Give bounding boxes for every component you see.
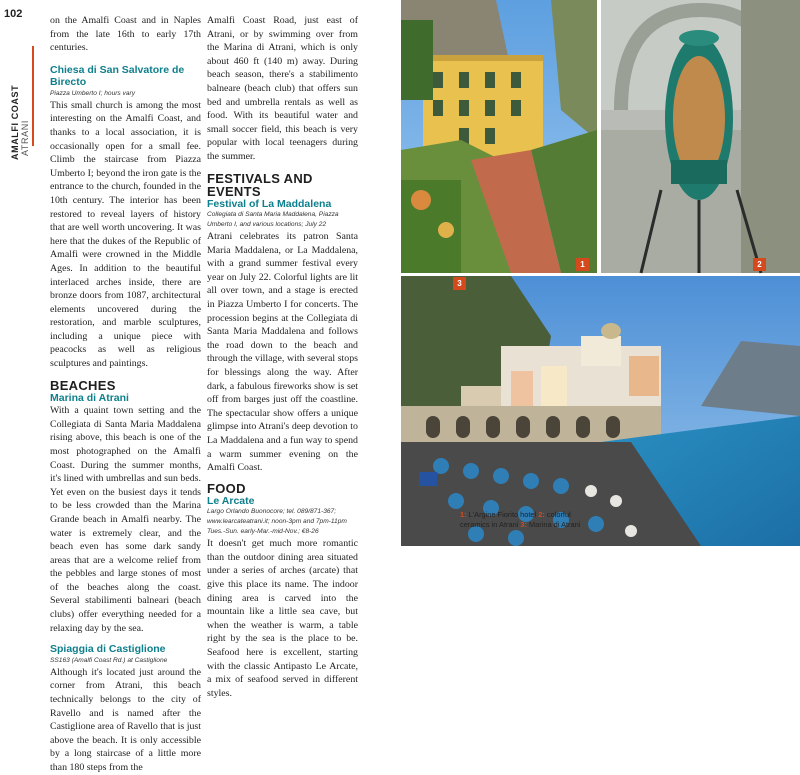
paragraph-intro: Amalfi Coast Road, just east of Atrani, or by swimming over from the Marina di Atrani, which is only about 460 ft (140 m) away. During beach season, there's a stabilimento balneare (beach club) that offers sun bed and umbrella rentals as well as food. With its beautiful water and small soccer field, this beach is very popular with local teenagers during the summer. (207, 15, 358, 162)
caption-text: L'Argine Fiorito hotel (466, 510, 539, 519)
text-column-right (207, 14, 358, 700)
listing-body: With a quaint town setting and the Collegiata di Santa Maria Maddalena rising above, this beach is one of the most photographed on the Amalfi Coast. During the summer months, it's lined with umbrellas and sun beds. Yet even on the busiest days it tends to be less crowded than the Marina Grande beach in Amalfi nearby. The water is extremely clear, and the beach even has some dark sandy areas that are a welcome relief from the pebbles and large stones of most of the beaches along the coast. Several stabilimenti balneari (beach clubs) offer everything needed for a relaxing day by the sea. (50, 405, 201, 634)
photo-badge: 3 (453, 277, 466, 290)
caption-text: Marina di Atrani (526, 520, 581, 529)
listing-body: Although it's located just around the corner from Atrani, this beach technically belongs to the city of Ravello and is named after the Castiglione area of Ravello that is just above the beach. It is only accessible by a long staircase of a little more than 180 steps from the (50, 666, 201, 773)
listing-title: Chiesa di San Salvatore de Birecto (50, 63, 185, 89)
photo-ceramic-vase (601, 0, 800, 273)
listing-body: Atrani celebrates its patron Santa Maria Maddalena, or La Maddalena, with a grand summer festival every year on July 22. Colorful lights are lit all over town, and a stage is erected in Piazza Umberto I for concerts. The procession begins at the Collegiata di Santa Maria Maddalena and follows the road down to the beach and through the village, with several stops for blessings along the way. After dark, a fabulous fireworks show is set off from barges just off the coastline. The spectacular show offers a unique glimpse into Atrani's deep devotion to La Maddalena and a fun way to spend a warm summer evening on the Amalfi Coast. (207, 231, 358, 474)
caption-number: 1: (460, 510, 467, 519)
photo-marina-di-atrani (401, 276, 800, 546)
photo-caption (460, 510, 600, 530)
paragraph-intro: on the Amalfi Coast and in Naples from the late 16th to early 17th centuries. (50, 15, 201, 54)
chapter-label: AMALFI COAST (10, 84, 20, 160)
listing-title: Le Arcate (207, 494, 255, 507)
listing-title: Marina di Atrani (50, 391, 129, 404)
photo-badge: 2 (753, 258, 766, 271)
section-heading-beaches: BEACHES (50, 377, 116, 393)
listing-meta: Largo Orlando Buonocore; tel. 089/871-367; www.learcateatrani.it; noon-3pm and 7pm-11pm Tues.-Sun. early-Mar.-mid-Nov.; €8-26 (207, 508, 347, 536)
page-number: 102 (4, 8, 23, 20)
listing-meta: Piazza Umberto I; hours vary (50, 89, 136, 97)
section-heading-festivals: FESTIVALS AND EVENTS (207, 170, 313, 199)
caption-number: 3: (520, 520, 527, 529)
caption-number: 2: (538, 510, 545, 519)
section-label: ATRANI (20, 120, 30, 156)
listing-title: Festival of La Maddalena (207, 197, 332, 210)
listing-meta: Collegiata di Santa Maria Maddalena, Piazza Umberto I, and various locations; July 22 (207, 211, 339, 229)
photo-badge: 1 (576, 258, 589, 271)
listing-body: It doesn't get much more romantic than the outdoor dining area situated under a series of arches (arcate) that give this place its name. The indoor dining area is carved into the mountain like a little sea cave, but when the weather is warm, a table right by the sea is the place to be. Seafood here is excellent, starting with the classic Antipasto Le Arcate, a mix of seafood served in different styles. (207, 538, 358, 699)
section-tab (0, 40, 36, 160)
listing-body: This small church is among the most interesting on the Amalfi Coast, and thanks to a local association, it is occasionally open for a small fee. Climb the staircase from Piazza Umberto I; beyond the iron gate is the entrance to the church, founded in the 10th century. The interior has been restored to reveal layers of history that are well worth uncovering. It was here that the dukes of the Republic of Amalfi were crowned in the Middle Ages. In addition to the beautiful interlaced arches inside, there are bronze doors from 1087, architectural elements uncovered during the restoration, and marble sculptures, including a unique piece with peacocks as well as religious sculptures and paintings. (50, 99, 201, 370)
section-heading-food: FOOD (207, 480, 246, 496)
listing-meta: SS163 (Amalfi Coast Rd.) at Castiglione (50, 656, 168, 664)
listing-title: Spiaggia di Castiglione (50, 643, 166, 656)
text-column-left (50, 14, 201, 775)
photo-hotel-staircase (401, 0, 597, 273)
section-tab-bar (32, 46, 34, 146)
caption-text: colorful ceramics in Atrani (460, 510, 571, 529)
